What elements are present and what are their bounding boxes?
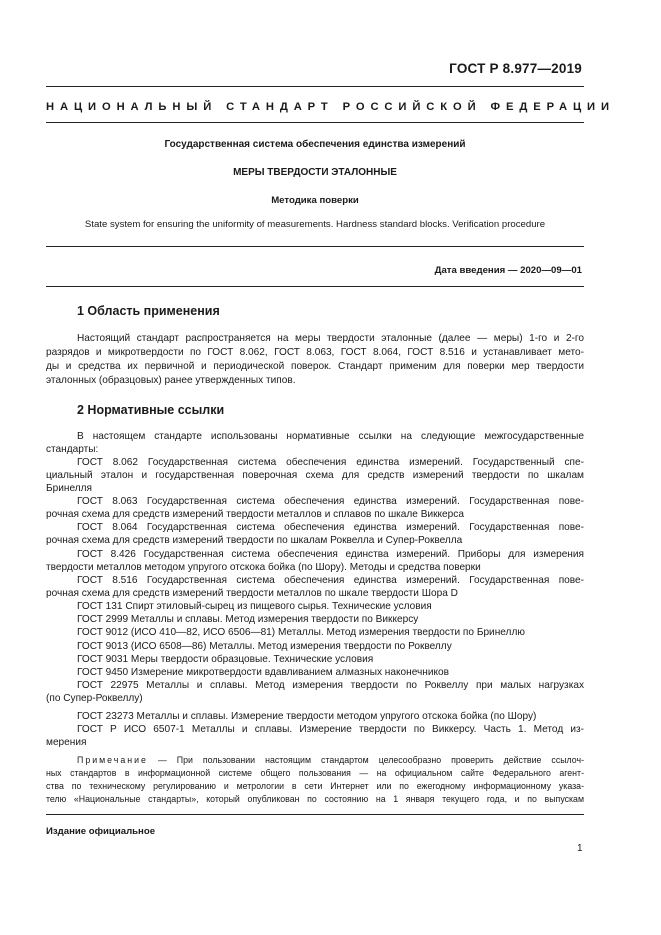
national-standard-title: НАЦИОНАЛЬНЫЙ СТАНДАРТ РОССИЙСКОЙ ФЕДЕРАЦИИ	[46, 101, 615, 113]
page-number: 1	[577, 843, 583, 854]
document-number: ГОСТ Р 8.977—2019	[449, 61, 582, 76]
reference-line: рочная схема для средств измерений твердости металлов и сплавов по шкале Виккерса	[46, 509, 464, 520]
english-title-divider	[46, 246, 584, 247]
note-text: — При пользовании настоящим стандартом целесообразно проверить действие ссылоч-	[147, 755, 584, 765]
reference-line: твердости металлов методом упругого отскока бойка (по Шору). Методы и средства поверки	[46, 562, 481, 573]
paragraph-line: стандарты:	[46, 444, 99, 455]
section-1-heading: 1 Область применения	[77, 304, 220, 318]
paragraph-line: Настоящий стандарт распространяется на меры твердости эталонные (далее — меры) 1-го и 2-го	[77, 333, 584, 344]
reference-line: ГОСТ 9031 Меры твердости образцовые. Технические условия	[77, 654, 374, 665]
official-edition-label: Издание официальное	[46, 826, 156, 837]
reference-line: ГОСТ Р ИСО 6507-1 Металлы и сплавы. Измерение твердости по Виккерсу. Часть 1. Метод из-	[77, 724, 584, 735]
reference-line: ГОСТ 9013 (ИСО 6508—86) Металлы. Метод измерения твердости по Роквеллу	[77, 641, 452, 652]
reference-line: ГОСТ 131 Спирт этиловый-сырец из пищевого сырья. Технические условия	[77, 601, 432, 612]
standard-title: МЕРЫ ТВЕРДОСТИ ЭТАЛОННЫЕ	[233, 167, 397, 178]
reference-line: ГОСТ 9450 Измерение микротвердости вдавливанием алмазных наконечников	[77, 667, 449, 678]
note-line: телю «Национальные стандарты», который опубликован по состоянию на 1 января текущего года, и по выпускам	[46, 794, 584, 804]
introduction-date: Дата введения — 2020—09—01	[434, 265, 582, 276]
date-divider	[46, 286, 584, 287]
reference-line: ГОСТ 9012 (ИСО 410—82, ИСО 6506—81) Металлы. Метод измерения твердости по Бринеллю	[77, 627, 525, 638]
reference-line: Бринелля	[46, 483, 92, 494]
system-title: Государственная система обеспечения единства измерений	[164, 139, 466, 150]
section-2-heading: 2 Нормативные ссылки	[77, 403, 225, 417]
reference-line: ГОСТ 8.064 Государственная система обеспечения единства измерений. Государственная пове-	[77, 522, 584, 533]
reference-line: ГОСТ 23273 Металлы и сплавы. Измерение твердости методом упругого отскока бойка (по Шору)	[77, 711, 537, 722]
reference-line: ГОСТ 8.062 Государственная система обеспечения единства измерений. Государственный спе-	[77, 457, 584, 468]
standard-subtitle: Методика поверки	[271, 195, 359, 206]
reference-line: рочная схема для средств измерений твердости по шкалам Роквелла и Супер-Роквелла	[46, 535, 463, 546]
reference-line: (по Супер-Роквеллу)	[46, 693, 143, 704]
top-divider	[46, 86, 584, 87]
paragraph-line: В настоящем стандарте использованы нормативные ссылки на следующие межгосударственные	[77, 431, 584, 442]
english-title: State system for ensuring the uniformity of measurements. Hardness standard blocks. Verification procedure	[84, 219, 546, 230]
note-line: ства по техническому регулированию и метрологии в сети Интернет или по ежегодному информационному указа-	[46, 781, 584, 791]
reference-line: ГОСТ 8.426 Государственная система обеспечения единства измерений. Приборы для измерения	[77, 549, 584, 560]
reference-line: циальный эталон и государственная поверочная схема для средств измерений твердости по шкалам	[46, 470, 584, 481]
paragraph-line: разрядов и микротвердости по ГОСТ 8.062, ГОСТ 8.063, ГОСТ 8.064, ГОСТ 8.516 и устанавливает мето-	[46, 347, 584, 358]
reference-line: ГОСТ 2999 Металлы и сплавы. Метод измерения твердости по Виккерсу	[77, 614, 419, 625]
paragraph-line: ды и средства их первичной и периодической поверок. Стандарт применим для поверки мер твердости	[46, 361, 584, 372]
reference-line: рочная схема для средств измерений твердости металлов по шкале твердости Шора D	[46, 588, 458, 599]
footer-divider	[46, 814, 584, 815]
reference-line: ГОСТ 22975 Металлы и сплавы. Метод измерения твердости по Роквеллу при малых нагрузках	[77, 680, 584, 691]
reference-line: ГОСТ 8.516 Государственная система обеспечения единства измерений. Государственная пове-	[77, 575, 584, 586]
reference-line: мерения	[46, 737, 87, 748]
reference-line: ГОСТ 8.063 Государственная система обеспечения единства измерений. Государственная пове-	[77, 496, 584, 507]
note-line: ных стандартов в информационной системе общего пользования — на официальном сайте Федерального агент-	[46, 768, 584, 778]
note-first-line	[77, 754, 584, 766]
title-divider	[46, 122, 584, 123]
note-label: Примечание	[77, 755, 148, 765]
paragraph-line: эталонных (образцовых) ранее утвержденных типов.	[46, 375, 296, 386]
